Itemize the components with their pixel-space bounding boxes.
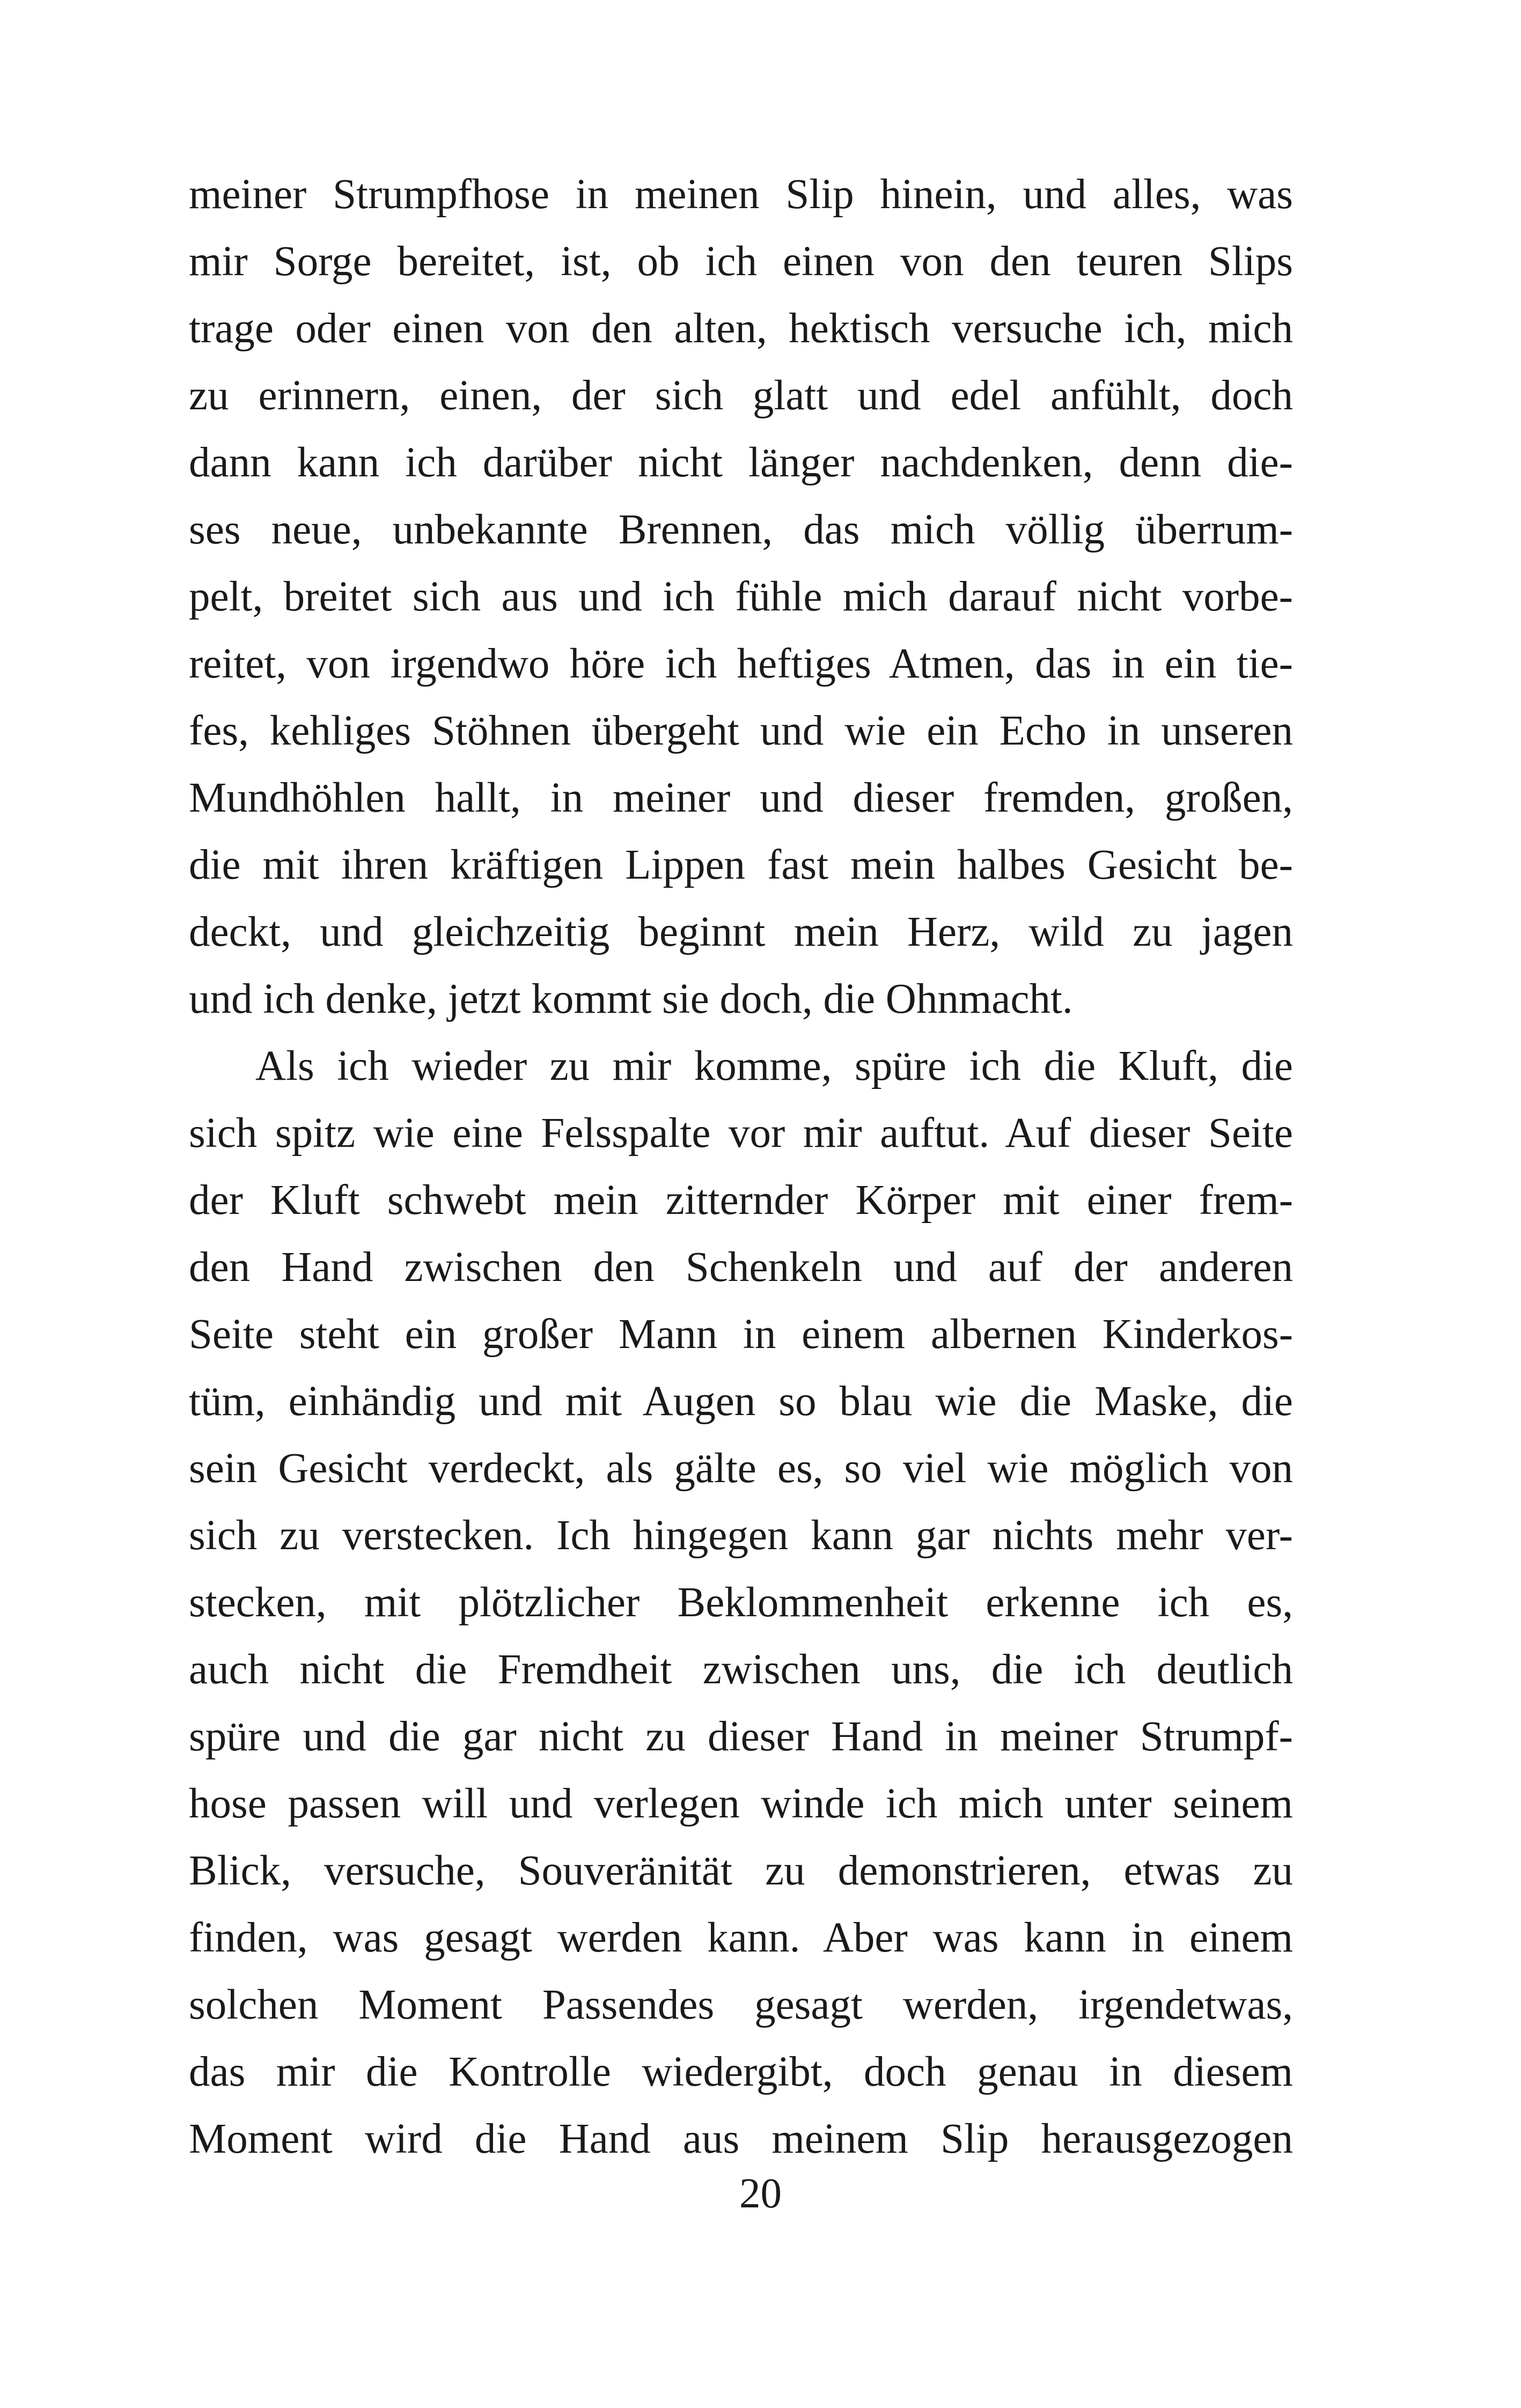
text-line: trage oder einen von den alten, hektisch versuche ich, mich [189, 305, 1293, 352]
text-line: den Hand zwischen den Schenkeln und auf der anderen [189, 1244, 1293, 1291]
text-line: deckt, und gleichzeitig beginnt mein Herz, wild zu jagen [189, 909, 1293, 955]
text-line: meiner Strumpfhose in meinen Slip hinein, und alles, was [189, 171, 1293, 218]
page-number: 20 [739, 2170, 782, 2217]
text-line: die mit ihren kräftigen Lippen fast mein halbes Gesicht be- [189, 842, 1293, 888]
text-line: stecken, mit plötzlicher Beklommenheit erkenne ich es, [189, 1579, 1293, 1626]
text-line: zu erinnern, einen, der sich glatt und edel anfühlt, doch [189, 372, 1293, 419]
text-line: finden, was gesagt werden kann. Aber was kann in einem [189, 1914, 1293, 1961]
text-line: das mir die Kontrolle wiedergibt, doch genau in diesem [189, 2049, 1293, 2095]
text-line: solchen Moment Passendes gesagt werden, irgendetwas, [189, 1982, 1293, 2028]
text-line: dann kann ich darüber nicht länger nachdenken, denn die- [189, 439, 1293, 486]
text-line: fes, kehliges Stöhnen übergeht und wie ein Echo in unseren [189, 708, 1293, 754]
text-line: spüre und die gar nicht zu dieser Hand in meiner Strumpf- [189, 1713, 1293, 1760]
text-line: reitet, von irgendwo höre ich heftiges Atmen, das in ein tie- [189, 640, 1293, 687]
text-line: Moment wird die Hand aus meinem Slip herausgezogen [189, 2116, 1293, 2162]
text-line: mir Sorge bereitet, ist, ob ich einen von den teuren Slips [189, 238, 1293, 285]
text-line: und ich denke, jetzt kommt sie doch, die Ohnmacht. [189, 976, 1073, 1022]
text-line: Als ich wieder zu mir komme, spüre ich die Kluft, die [255, 1043, 1293, 1089]
text-line: Mundhöhlen hallt, in meiner und dieser fremden, großen, [189, 775, 1293, 821]
text-line: pelt, breitet sich aus und ich fühle mich darauf nicht vorbe- [189, 573, 1293, 620]
text-line: sich spitz wie eine Felsspalte vor mir auftut. Auf dieser Seite [189, 1110, 1293, 1157]
text-line: sein Gesicht verdeckt, als gälte es, so viel wie möglich von [189, 1445, 1293, 1492]
text-line: auch nicht die Fremdheit zwischen uns, die ich deutlich [189, 1646, 1293, 1693]
text-line: der Kluft schwebt mein zitternder Körper mit einer frem- [189, 1177, 1293, 1224]
text-line: sich zu verstecken. Ich hingegen kann gar nichts mehr ver- [189, 1512, 1293, 1559]
text-line: hose passen will und verlegen winde ich mich unter seinem [189, 1780, 1293, 1827]
text-line: Blick, versuche, Souveränität zu demonstrieren, etwas zu [189, 1847, 1293, 1894]
text-line: tüm, einhändig und mit Augen so blau wie die Maske, die [189, 1378, 1293, 1425]
text-line: Seite steht ein großer Mann in einem albernen Kinderkos- [189, 1311, 1293, 1358]
body-text [189, 161, 1293, 2173]
text-line: ses neue, unbekannte Brennen, das mich völlig überrum- [189, 506, 1293, 553]
